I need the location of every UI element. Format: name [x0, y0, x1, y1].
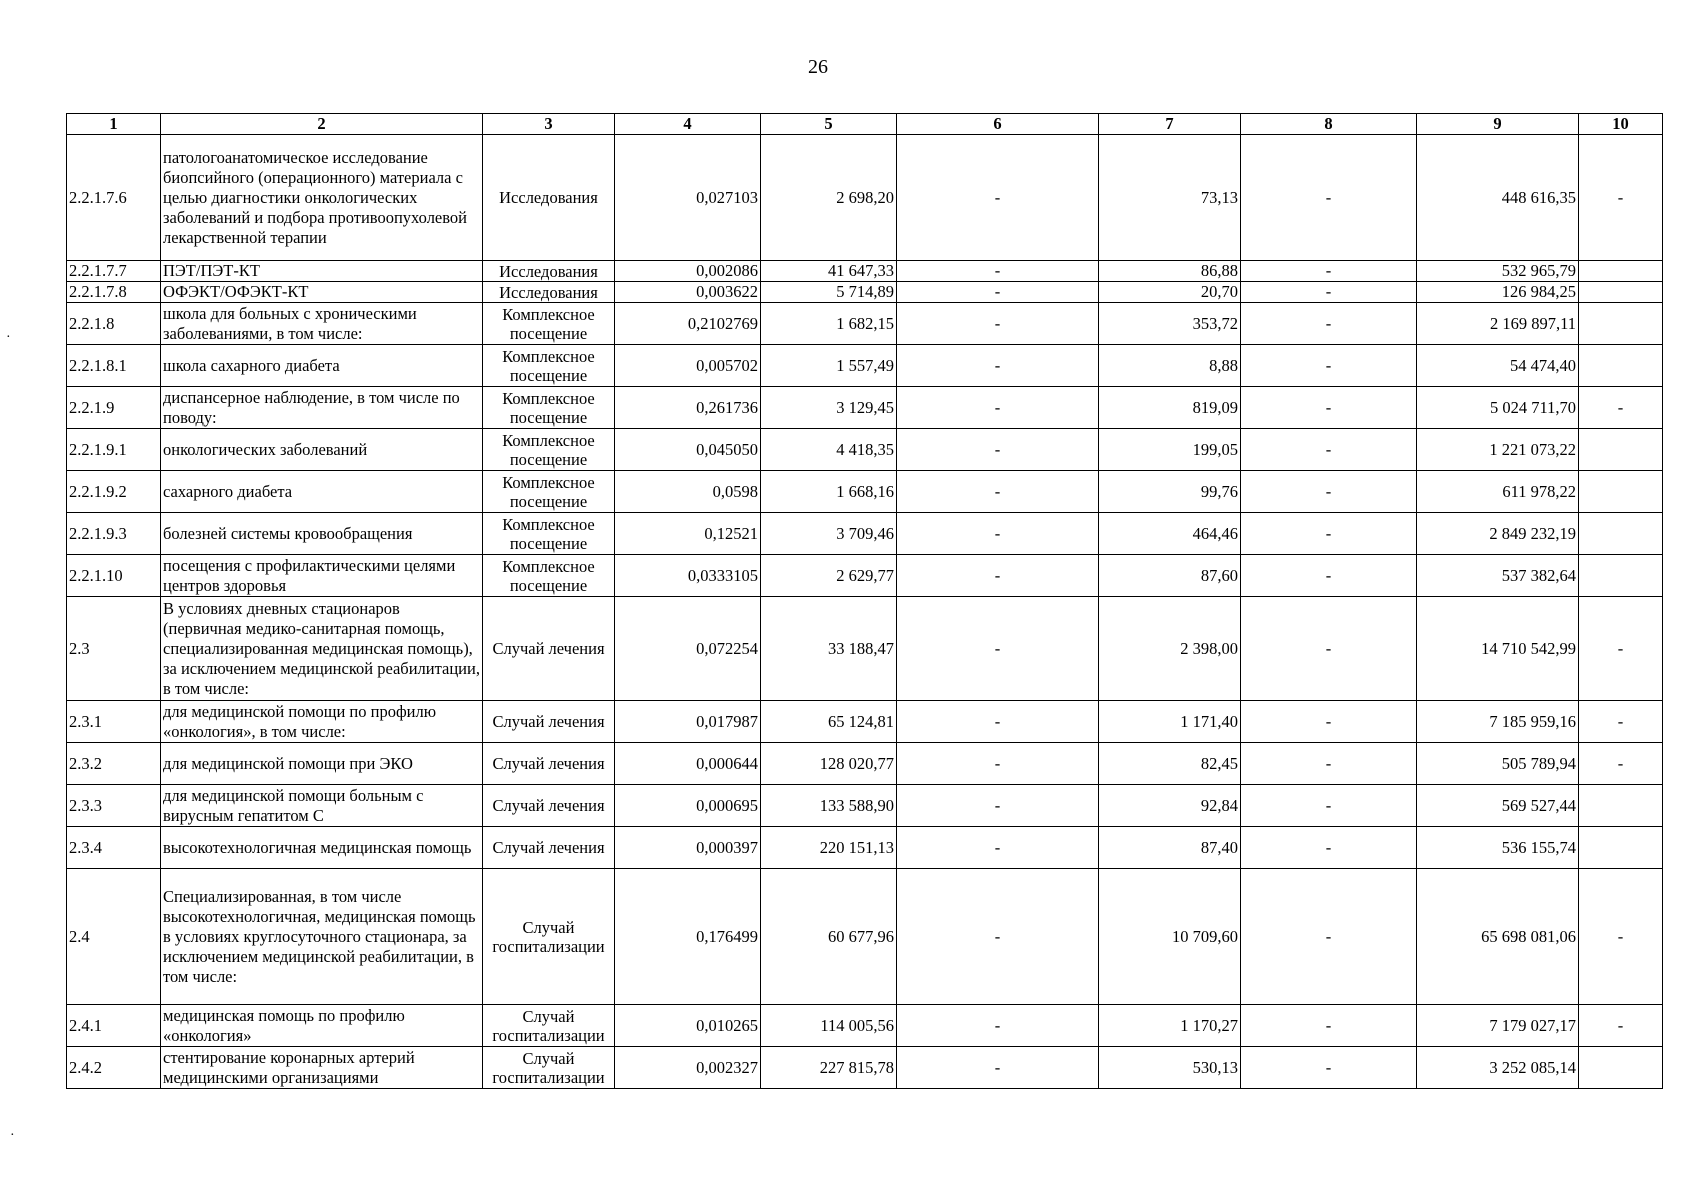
table-row [67, 345, 1663, 387]
table-row [67, 1047, 1663, 1089]
cell-unit: Комплексное посещение [483, 513, 615, 555]
cell-col7: 530,13 [1099, 1047, 1241, 1089]
cell-col7: 73,13 [1099, 135, 1241, 261]
cell-col7: 82,45 [1099, 743, 1241, 785]
cell-code: 2.2.1.7.7 [67, 261, 161, 282]
cell-col10 [1579, 785, 1663, 827]
cell-unit: Исследования [483, 282, 615, 303]
cell-col8: - [1241, 303, 1417, 345]
cell-col8: - [1241, 387, 1417, 429]
data-table [66, 113, 1663, 1089]
cell-code: 2.3 [67, 597, 161, 701]
cell-col8: - [1241, 785, 1417, 827]
cell-name: ПЭТ/ПЭТ-КТ [161, 261, 483, 282]
cell-col6: - [897, 261, 1099, 282]
cell-col10 [1579, 261, 1663, 282]
cell-col6: - [897, 827, 1099, 869]
cell-col8: - [1241, 869, 1417, 1005]
cell-col6: - [897, 387, 1099, 429]
cell-col4: 0,027103 [615, 135, 761, 261]
cell-col10 [1579, 513, 1663, 555]
column-header: 1 [67, 114, 161, 135]
cell-col5: 4 418,35 [761, 429, 897, 471]
cell-col7: 86,88 [1099, 261, 1241, 282]
cell-col4: 0,176499 [615, 869, 761, 1005]
cell-name: диспансерное наблюдение, в том числе по поводу: [161, 387, 483, 429]
cell-col5: 1 682,15 [761, 303, 897, 345]
cell-col7: 464,46 [1099, 513, 1241, 555]
cell-name: В условиях дневных стационаров (первичная медико-санитарная помощь, специализированная медицинская помощь), за исключением медицинской реабилитации, в том числе: [161, 597, 483, 701]
cell-col4: 0,072254 [615, 597, 761, 701]
table-row [67, 743, 1663, 785]
cell-col9: 2 169 897,11 [1417, 303, 1579, 345]
cell-col4: 0,003622 [615, 282, 761, 303]
cell-code: 2.2.1.7.6 [67, 135, 161, 261]
cell-col8: - [1241, 1005, 1417, 1047]
cell-col10 [1579, 827, 1663, 869]
cell-unit: Исследования [483, 261, 615, 282]
cell-name: патологоанатомическое исследование биопсийного (операционного) материала с целью диагностики онкологических заболеваний и подбора противоопухолевой лекарственной терапии [161, 135, 483, 261]
cell-col7: 87,60 [1099, 555, 1241, 597]
column-header: 7 [1099, 114, 1241, 135]
cell-code: 2.2.1.9 [67, 387, 161, 429]
cell-col8: - [1241, 135, 1417, 261]
cell-col8: - [1241, 827, 1417, 869]
cell-col7: 87,40 [1099, 827, 1241, 869]
cell-col4: 0,005702 [615, 345, 761, 387]
cell-name: ОФЭКТ/ОФЭКТ-КТ [161, 282, 483, 303]
cell-col6: - [897, 303, 1099, 345]
cell-col5: 60 677,96 [761, 869, 897, 1005]
cell-col9: 54 474,40 [1417, 345, 1579, 387]
cell-col4: 0,045050 [615, 429, 761, 471]
cell-col9: 126 984,25 [1417, 282, 1579, 303]
cell-col4: 0,261736 [615, 387, 761, 429]
table-row [67, 429, 1663, 471]
cell-col9: 65 698 081,06 [1417, 869, 1579, 1005]
cell-col5: 1 668,16 [761, 471, 897, 513]
cell-col10: - [1579, 387, 1663, 429]
cell-col5: 2 698,20 [761, 135, 897, 261]
cell-name: школа сахарного диабета [161, 345, 483, 387]
column-header: 9 [1417, 114, 1579, 135]
table-row [67, 303, 1663, 345]
table-row [67, 1005, 1663, 1047]
cell-name: школа для больных с хроническими заболеваниями, в том числе: [161, 303, 483, 345]
cell-unit: Случай лечения [483, 701, 615, 743]
cell-col4: 0,010265 [615, 1005, 761, 1047]
table-row [67, 827, 1663, 869]
cell-col8: - [1241, 701, 1417, 743]
cell-code: 2.4.1 [67, 1005, 161, 1047]
cell-code: 2.2.1.9.3 [67, 513, 161, 555]
cell-name: сахарного диабета [161, 471, 483, 513]
cell-name: для медицинской помощи по профилю «онкология», в том числе: [161, 701, 483, 743]
column-header: 2 [161, 114, 483, 135]
cell-col4: 0,000644 [615, 743, 761, 785]
cell-col5: 133 588,90 [761, 785, 897, 827]
table-row [67, 555, 1663, 597]
cell-col5: 5 714,89 [761, 282, 897, 303]
table-row [67, 471, 1663, 513]
table-row [67, 869, 1663, 1005]
table-row [67, 282, 1663, 303]
cell-col7: 2 398,00 [1099, 597, 1241, 701]
cell-unit: Случай лечения [483, 597, 615, 701]
table-row [67, 513, 1663, 555]
cell-code: 2.3.3 [67, 785, 161, 827]
column-header: 10 [1579, 114, 1663, 135]
cell-col6: - [897, 429, 1099, 471]
cell-col10: - [1579, 135, 1663, 261]
cell-col6: - [897, 743, 1099, 785]
table-row [67, 597, 1663, 701]
cell-col10 [1579, 303, 1663, 345]
cell-col6: - [897, 869, 1099, 1005]
column-header: 4 [615, 114, 761, 135]
cell-code: 2.3.1 [67, 701, 161, 743]
cell-col5: 65 124,81 [761, 701, 897, 743]
cell-col9: 537 382,64 [1417, 555, 1579, 597]
cell-name: посещения с профилактическими целями центров здоровья [161, 555, 483, 597]
cell-col7: 1 170,27 [1099, 1005, 1241, 1047]
cell-col6: - [897, 471, 1099, 513]
cell-name: для медицинской помощи при ЭКО [161, 743, 483, 785]
cell-col7: 10 709,60 [1099, 869, 1241, 1005]
cell-col5: 128 020,77 [761, 743, 897, 785]
cell-col10 [1579, 1047, 1663, 1089]
cell-code: 2.2.1.9.1 [67, 429, 161, 471]
cell-code: 2.2.1.10 [67, 555, 161, 597]
cell-col4: 0,000397 [615, 827, 761, 869]
cell-col7: 1 171,40 [1099, 701, 1241, 743]
cell-code: 2.2.1.8.1 [67, 345, 161, 387]
cell-code: 2.2.1.9.2 [67, 471, 161, 513]
cell-unit: Комплексное посещение [483, 387, 615, 429]
cell-col7: 99,76 [1099, 471, 1241, 513]
cell-name: высокотехнологичная медицинская помощь [161, 827, 483, 869]
cell-col10 [1579, 471, 1663, 513]
cell-name: для медицинской помощи больным с вирусным гепатитом С [161, 785, 483, 827]
cell-col10 [1579, 429, 1663, 471]
cell-col6: - [897, 513, 1099, 555]
cell-col9: 532 965,79 [1417, 261, 1579, 282]
table-row [67, 387, 1663, 429]
cell-col6: - [897, 135, 1099, 261]
table-row [67, 135, 1663, 261]
cell-col6: - [897, 555, 1099, 597]
cell-code: 2.2.1.8 [67, 303, 161, 345]
cell-col8: - [1241, 471, 1417, 513]
header-row [67, 114, 1663, 135]
cell-col4: 0,000695 [615, 785, 761, 827]
cell-col4: 0,0333105 [615, 555, 761, 597]
cell-unit: Комплексное посещение [483, 429, 615, 471]
cell-unit: Случай лечения [483, 785, 615, 827]
cell-col4: 0,0598 [615, 471, 761, 513]
cell-col9: 7 179 027,17 [1417, 1005, 1579, 1047]
cell-unit: Случай госпитализации [483, 1047, 615, 1089]
cell-col7: 353,72 [1099, 303, 1241, 345]
cell-col9: 569 527,44 [1417, 785, 1579, 827]
cell-col9: 5 024 711,70 [1417, 387, 1579, 429]
cell-col10 [1579, 345, 1663, 387]
table-row [67, 261, 1663, 282]
column-header: 5 [761, 114, 897, 135]
table-row [67, 785, 1663, 827]
column-header: 6 [897, 114, 1099, 135]
cell-col10 [1579, 555, 1663, 597]
cell-unit: Случай лечения [483, 827, 615, 869]
cell-col4: 0,12521 [615, 513, 761, 555]
cell-col5: 2 629,77 [761, 555, 897, 597]
cell-col6: - [897, 597, 1099, 701]
cell-col6: - [897, 345, 1099, 387]
cell-col10: - [1579, 1005, 1663, 1047]
cell-unit: Комплексное посещение [483, 555, 615, 597]
cell-col10 [1579, 282, 1663, 303]
cell-col5: 3 709,46 [761, 513, 897, 555]
cell-unit: Комплексное посещение [483, 303, 615, 345]
cell-unit: Случай лечения [483, 743, 615, 785]
cell-code: 2.2.1.7.8 [67, 282, 161, 303]
cell-col8: - [1241, 513, 1417, 555]
table-row [67, 701, 1663, 743]
cell-col10: - [1579, 597, 1663, 701]
cell-col7: 92,84 [1099, 785, 1241, 827]
cell-col5: 41 647,33 [761, 261, 897, 282]
cell-col10: - [1579, 701, 1663, 743]
cell-col8: - [1241, 429, 1417, 471]
cell-col5: 227 815,78 [761, 1047, 897, 1089]
cell-col9: 448 616,35 [1417, 135, 1579, 261]
cell-col9: 611 978,22 [1417, 471, 1579, 513]
column-header: 8 [1241, 114, 1417, 135]
cell-name: онкологических заболеваний [161, 429, 483, 471]
cell-col9: 1 221 073,22 [1417, 429, 1579, 471]
cell-col9: 3 252 085,14 [1417, 1047, 1579, 1089]
cell-col8: - [1241, 743, 1417, 785]
cell-col6: - [897, 701, 1099, 743]
cell-col7: 199,05 [1099, 429, 1241, 471]
cell-col9: 14 710 542,99 [1417, 597, 1579, 701]
cell-col7: 8,88 [1099, 345, 1241, 387]
cell-col5: 1 557,49 [761, 345, 897, 387]
cell-col4: 0,002086 [615, 261, 761, 282]
page-number: 26 [808, 56, 828, 78]
cell-name: медицинская помощь по профилю «онкология» [161, 1005, 483, 1047]
cell-col9: 7 185 959,16 [1417, 701, 1579, 743]
cell-col6: - [897, 282, 1099, 303]
cell-col5: 33 188,47 [761, 597, 897, 701]
cell-col4: 0,017987 [615, 701, 761, 743]
cell-col8: - [1241, 282, 1417, 303]
cell-col5: 114 005,56 [761, 1005, 897, 1047]
cell-unit: Случай госпитализации [483, 1005, 615, 1047]
cell-col8: - [1241, 261, 1417, 282]
cell-col7: 20,70 [1099, 282, 1241, 303]
table-body [67, 135, 1663, 1089]
cell-col9: 536 155,74 [1417, 827, 1579, 869]
cell-col4: 0,2102769 [615, 303, 761, 345]
cell-code: 2.3.4 [67, 827, 161, 869]
cell-unit: Комплексное посещение [483, 345, 615, 387]
cell-col7: 819,09 [1099, 387, 1241, 429]
cell-unit: Комплексное посещение [483, 471, 615, 513]
cell-col8: - [1241, 1047, 1417, 1089]
cell-col8: - [1241, 345, 1417, 387]
cell-col8: - [1241, 597, 1417, 701]
cell-code: 2.4.2 [67, 1047, 161, 1089]
cell-code: 2.4 [67, 869, 161, 1005]
cell-col8: - [1241, 555, 1417, 597]
cell-col10: - [1579, 743, 1663, 785]
cell-col6: - [897, 785, 1099, 827]
cell-col5: 3 129,45 [761, 387, 897, 429]
cell-name: стентирование коронарных артерий медицинскими организациями [161, 1047, 483, 1089]
cell-col10: - [1579, 869, 1663, 1005]
cell-col6: - [897, 1005, 1099, 1047]
scan-mark: · [6, 330, 11, 345]
cell-col5: 220 151,13 [761, 827, 897, 869]
column-header: 3 [483, 114, 615, 135]
scan-mark: · [10, 1128, 15, 1143]
cell-unit: Случай госпитализации [483, 869, 615, 1005]
cell-col9: 2 849 232,19 [1417, 513, 1579, 555]
cell-col6: - [897, 1047, 1099, 1089]
cell-col4: 0,002327 [615, 1047, 761, 1089]
cell-unit: Исследования [483, 135, 615, 261]
cell-name: болезней системы кровообращения [161, 513, 483, 555]
cell-name: Специализированная, в том числе высокотехнологичная, медицинская помощь в условиях круглосуточного стационара, за исключением медицинской реабилитации, в том числе: [161, 869, 483, 1005]
cell-col9: 505 789,94 [1417, 743, 1579, 785]
cell-code: 2.3.2 [67, 743, 161, 785]
